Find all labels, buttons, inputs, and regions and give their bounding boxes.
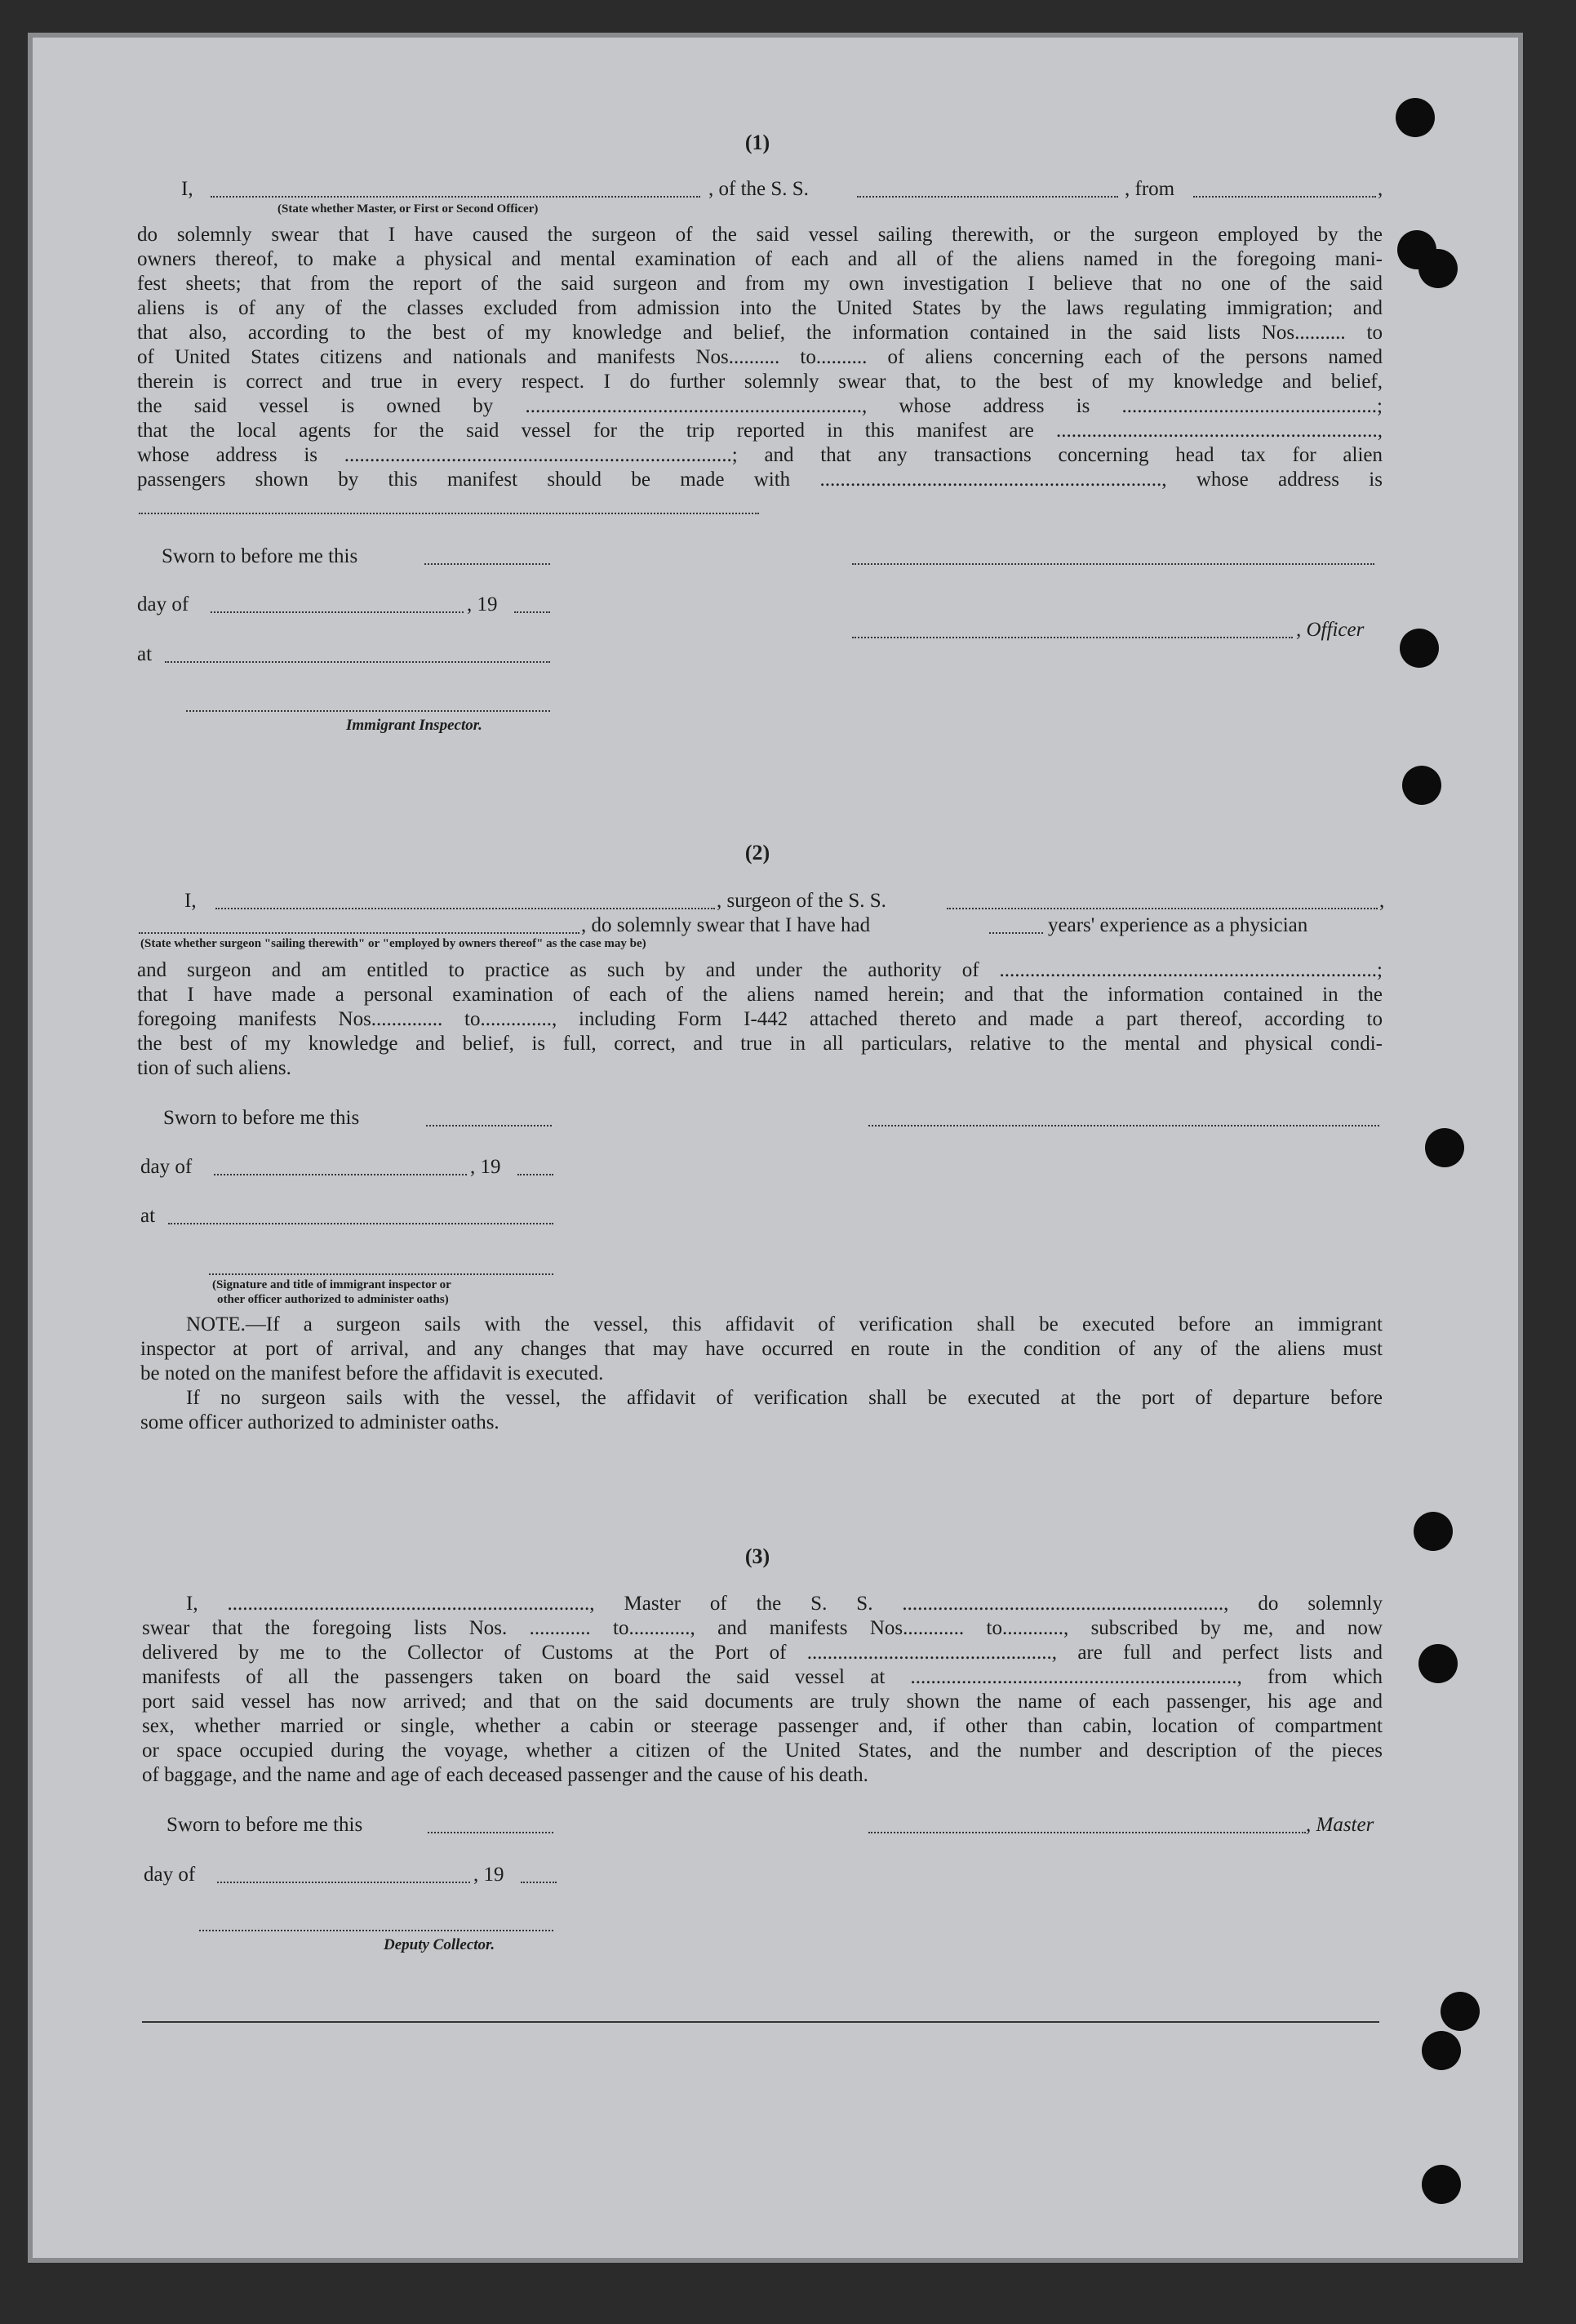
- section-2-number: (2): [744, 841, 770, 864]
- s1-officer-label: , Officer: [1296, 619, 1365, 641]
- s2-surgeon-status-field[interactable]: [139, 932, 579, 934]
- s2-note-line: If no surgeon sails with the vessel, the affidavit of verification shall be executed at the port of departure before: [186, 1387, 1383, 1409]
- s1-body-line: fest sheets; that from the report of the said surgeon and from my own investigation I believe that no one of the said: [137, 273, 1383, 295]
- s2-signature-hint-2: other officer authorized to administer oaths): [217, 1293, 449, 1306]
- s1-body-line: the said vessel is owned by .................................................................., whose address is ..................................................;: [137, 395, 1383, 417]
- s2-body-line: tion of such aliens.: [137, 1057, 291, 1079]
- s1-officer-hint: (State whether Master, or First or Second Officer): [277, 202, 539, 216]
- punch-hole: [1422, 2031, 1461, 2070]
- s1-body-line: therein is correct and true in every respect. I do further solemnly swear that, to the best of my knowledge and belief,: [137, 371, 1383, 393]
- punch-hole: [1425, 1128, 1464, 1167]
- punch-hole: [1402, 766, 1441, 805]
- s2-day-of-label: day of: [140, 1156, 193, 1178]
- s3-body-line: sex, whether married or single, whether a cabin or steerage passenger and, if other than cabin, location of compartment: [142, 1715, 1383, 1737]
- s2-inspector-signature-field[interactable]: [209, 1273, 553, 1275]
- s1-body-line: whose address is ............................................................................; and that any transactions concerning head tax for alien: [137, 444, 1383, 466]
- s2-note-line: NOTE.—If a surgeon sails with the vessel, this affidavit of verification shall be executed before an immigrant: [186, 1313, 1383, 1335]
- punch-hole: [1441, 1992, 1480, 2031]
- s3-collector-signature-field[interactable]: [199, 1930, 553, 1931]
- s2-day-field[interactable]: [214, 1174, 467, 1175]
- s2-experience-label: years' experience as a physician: [1048, 914, 1308, 936]
- s3-body-line: of baggage, and the name and age of each deceased passenger and the cause of his death.: [142, 1764, 868, 1786]
- s3-master-label: , Master: [1306, 1814, 1374, 1836]
- s1-body-line: owners thereof, to make a physical and mental examination of each and all of the aliens named in the foregoing mani-: [137, 248, 1383, 270]
- s2-body-line: and surgeon and am entitled to practice as such by and under the authority of ..........................................................................;: [137, 959, 1383, 981]
- s1-body-line: do solemnly swear that I have caused the surgeon of the said vessel sailing therewith, or the surgeon employed by the: [137, 224, 1383, 246]
- s3-sworn-label: Sworn to before me this: [166, 1814, 363, 1836]
- s3-year-field[interactable]: [521, 1882, 557, 1883]
- s1-body-line: that also, according to the best of my knowledge and belief, the information contained in the said lists Nos.......... to: [137, 322, 1383, 344]
- s2-line-end: ,: [1379, 890, 1385, 912]
- s1-inspector-signature-field[interactable]: [186, 710, 550, 712]
- s3-body-line: or space occupied during the voyage, whether a citizen of the United States, and the number and description of the pieces: [142, 1740, 1383, 1762]
- punch-hole: [1418, 1644, 1458, 1683]
- s1-year-label: , 19: [467, 593, 498, 615]
- s3-day-field[interactable]: [217, 1882, 470, 1883]
- s1-head-tax-address-field[interactable]: [139, 513, 759, 514]
- s1-day-of-label: day of: [137, 593, 189, 615]
- s3-collector-label: Deputy Collector.: [384, 1936, 495, 1953]
- section-3-number: (3): [744, 1544, 770, 1568]
- s1-body-line: aliens is of any of the classes excluded from admission into the United States by the laws regulating immigration; and: [137, 297, 1383, 319]
- s1-sworn-field[interactable]: [424, 563, 550, 565]
- punch-hole: [1418, 249, 1458, 288]
- s2-at-field[interactable]: [168, 1223, 553, 1224]
- s3-body-line: I, ......................................................................., Master of the S. S. ..............................................................., do solemnly: [186, 1593, 1383, 1615]
- s2-at-label: at: [140, 1205, 156, 1227]
- s2-sworn-label: Sworn to before me this: [163, 1107, 360, 1129]
- s1-body-line: passengers shown by this manifest should be made with ..................................................................., whose address is: [137, 469, 1383, 491]
- s2-years-field[interactable]: [989, 932, 1043, 934]
- s2-note-line: inspector at port of arrival, and any changes that may have occurred en route in the condition of any of the aliens must: [140, 1338, 1383, 1360]
- s1-sworn-label: Sworn to before me this: [162, 545, 358, 567]
- s1-officer-signature-field[interactable]: [852, 563, 1374, 565]
- s2-signature-hint-1: (Signature and title of immigrant inspector or: [212, 1278, 451, 1291]
- s1-body-line: of United States citizens and nationals and manifests Nos.......... to.......... of aliens concerning each of the persons named: [137, 346, 1383, 368]
- s1-of-ss: , of the S. S.: [708, 178, 809, 200]
- s1-at-label: at: [137, 643, 153, 665]
- s1-officer-name-field[interactable]: [211, 196, 700, 198]
- s3-body-line: delivered by me to the Collector of Customs at the Port of ................................................, are full and perfect lists and: [142, 1642, 1383, 1664]
- s1-line-end: ,: [1378, 178, 1383, 200]
- s2-surgeon-hint: (State whether surgeon "sailing therewith" or "employed by owners thereof" as the case may be): [140, 937, 646, 950]
- punch-hole: [1422, 2165, 1461, 2204]
- s1-from-field[interactable]: [1193, 196, 1376, 198]
- s1-body-line: that the local agents for the said vessel for the trip reported in this manifest are ...............................................................,: [137, 420, 1383, 442]
- s2-sworn-field[interactable]: [426, 1125, 552, 1126]
- s3-day-of-label: day of: [144, 1864, 196, 1886]
- s1-year-field[interactable]: [514, 611, 550, 613]
- s3-master-signature-field[interactable]: [868, 1832, 1306, 1833]
- s2-note-line: some officer authorized to administer oaths.: [140, 1411, 499, 1433]
- s3-body-line: swear that the foregoing lists Nos. ............ to............, and manifests Nos............ to............, subscribed by me, and now: [142, 1617, 1383, 1639]
- s1-vessel-name-field[interactable]: [857, 196, 1118, 198]
- s2-year-label: , 19: [470, 1156, 501, 1178]
- s2-note-line: be noted on the manifest before the affidavit is executed.: [140, 1362, 604, 1384]
- s3-body-line: port said vessel has now arrived; and that on the said documents are truly shown the name of each passenger, his age and: [142, 1691, 1383, 1713]
- s3-year-label: , 19: [473, 1864, 504, 1886]
- s2-swear-label: , do solemnly swear that I have had: [581, 914, 871, 936]
- s3-sworn-field[interactable]: [428, 1832, 553, 1833]
- s2-surgeon-name-field[interactable]: [215, 908, 715, 909]
- s1-at-field[interactable]: [165, 661, 550, 663]
- s3-body-line: manifests of all the passengers taken on board the said vessel at ................................................................, from which: [142, 1666, 1383, 1688]
- s2-surgeon-of-ss: , surgeon of the S. S.: [717, 890, 886, 912]
- s2-body-line: that I have made a personal examination of each of the aliens named herein; and that the information contained in the: [137, 984, 1383, 1006]
- s1-inspector-label: Immigrant Inspector.: [346, 717, 482, 734]
- s1-i-prefix: I,: [181, 178, 193, 200]
- s2-body-line: foregoing manifests Nos.............. to.............., including Form I-442 attached thereto and made a part thereof, according to: [137, 1008, 1383, 1030]
- punch-hole: [1400, 629, 1439, 668]
- s2-i-prefix: I,: [184, 890, 197, 912]
- s1-officer-title-field[interactable]: [852, 637, 1293, 638]
- s1-day-field[interactable]: [211, 611, 464, 613]
- s2-officer-signature-field[interactable]: [868, 1125, 1379, 1126]
- s1-from: , from: [1125, 178, 1175, 200]
- s2-vessel-name-field[interactable]: [947, 908, 1378, 909]
- s2-body-line: the best of my knowledge and belief, is full, correct, and true in all particulars, relative to the mental and physical condi-: [137, 1033, 1383, 1055]
- section-1-number: (1): [744, 131, 770, 154]
- s2-year-field[interactable]: [517, 1174, 553, 1175]
- bottom-divider: [142, 2021, 1379, 2023]
